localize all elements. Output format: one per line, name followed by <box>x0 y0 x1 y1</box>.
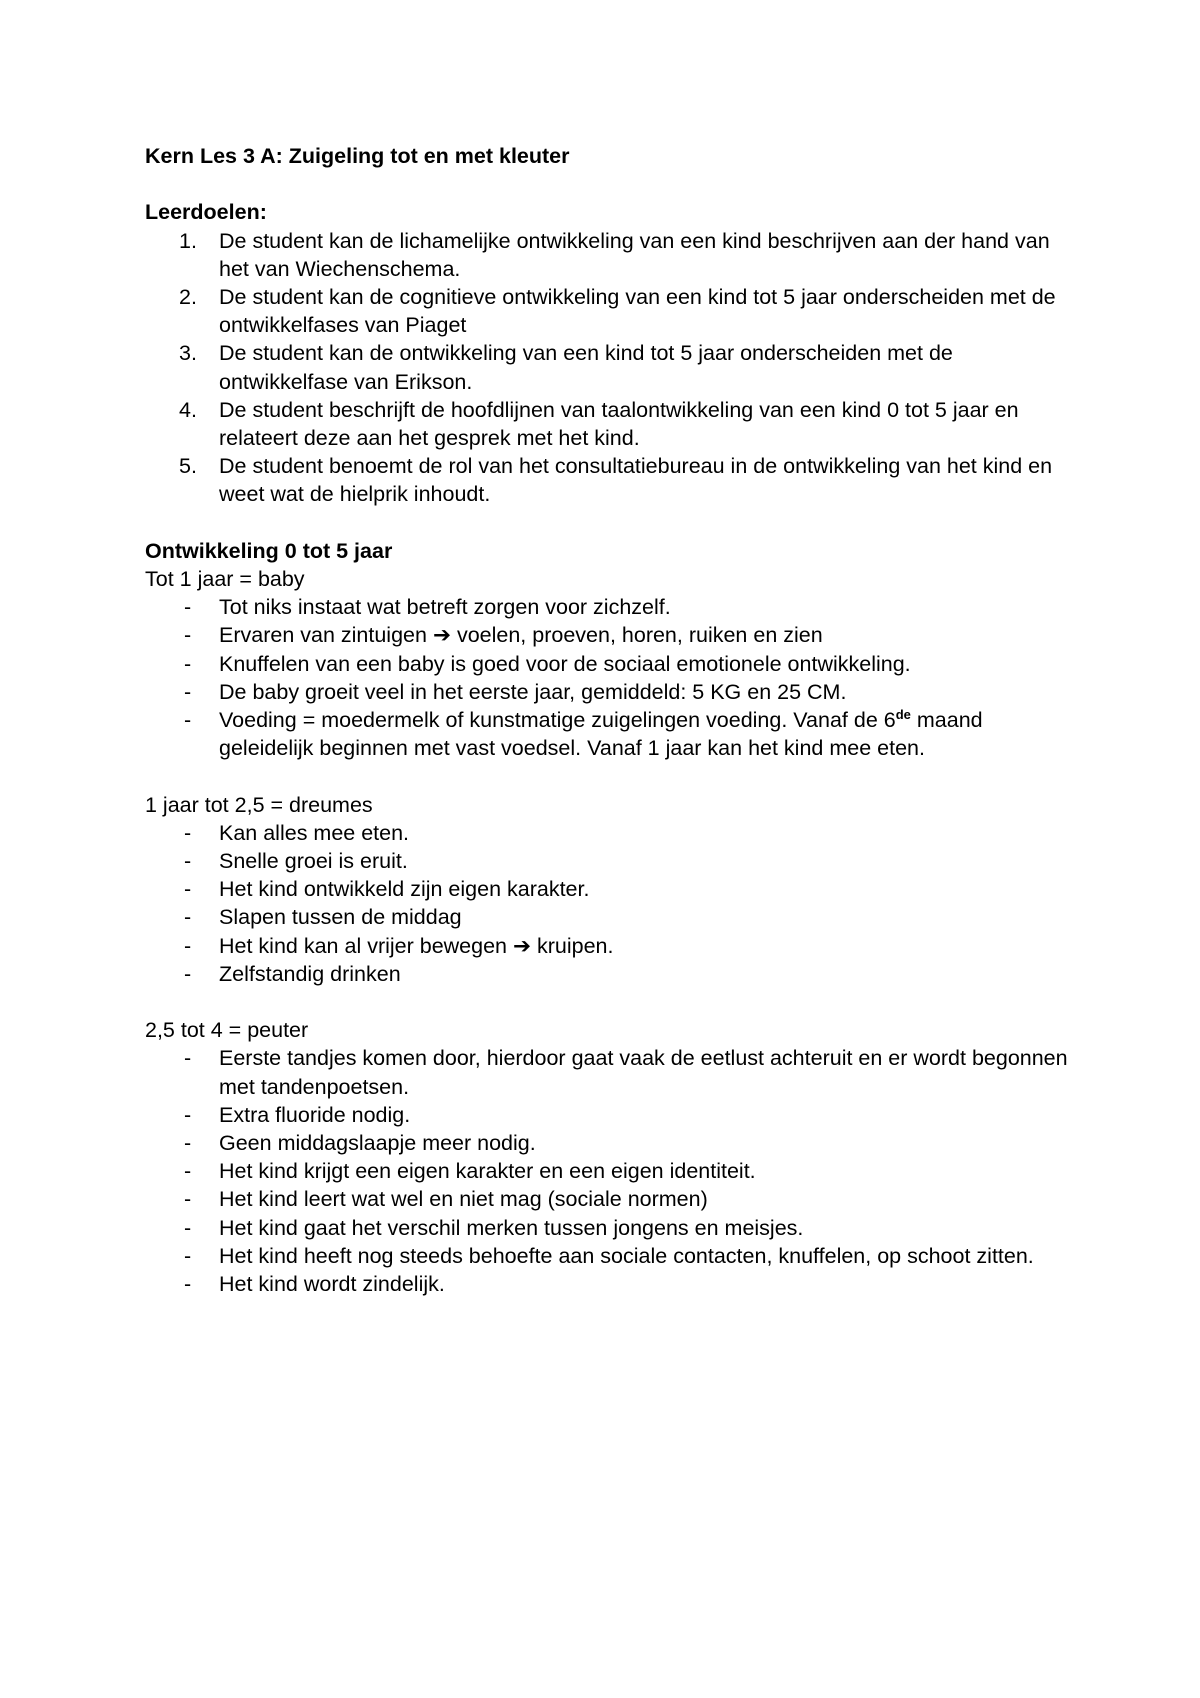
dash-bullet: - <box>184 1243 192 1268</box>
leerdoel-item <box>145 396 1075 452</box>
list-item <box>145 1242 1075 1270</box>
dash-bullet: - <box>184 1187 192 1212</box>
list-item-text: Het kind gaat het verschil merken tussen jongens en meisjes. <box>219 1215 804 1240</box>
list-item-text: Snelle groei is eruit. <box>219 849 408 874</box>
list-item <box>145 1214 1075 1242</box>
list-item-text: De baby groeit veel in het eerste jaar, gemiddeld: 5 KG en 25 CM. <box>219 679 847 704</box>
list-item <box>145 1044 1075 1100</box>
list-item-text: Het kind ontwikkeld zijn eigen karakter. <box>219 877 590 902</box>
list-item <box>145 932 1075 960</box>
list-item-text: Het kind heeft nog steeds behoefte aan sociale contacten, knuffelen, op schoot zitten. <box>219 1243 1034 1268</box>
list-item-text: Extra fluoride nodig. <box>219 1102 411 1127</box>
dash-bullet: - <box>184 1272 192 1297</box>
list-item-text: kruipen. <box>537 933 614 958</box>
leerdoel-text: De student beschrijft de hoofdlijnen van taalontwikkeling van een kind 0 tot 5 jaar en relateert deze aan het gesprek met het kind. <box>219 397 1019 451</box>
leerdoel-item <box>145 283 1075 339</box>
dash-bullet: - <box>184 877 192 902</box>
leerdoel-text: De student benoemt de rol van het consultatiebureau in de ontwikkeling van het kind en weet wat de hielprik inhoudt. <box>219 454 1053 507</box>
list-item <box>145 621 1075 649</box>
list-item-text: Ervaren van zintuigen <box>219 623 427 648</box>
list-item <box>145 819 1075 847</box>
list-item <box>145 875 1075 903</box>
list-item <box>145 1101 1075 1129</box>
spacer <box>145 170 1075 198</box>
list-item <box>145 1129 1075 1157</box>
list-item <box>145 678 1075 706</box>
ordinal-suffix: de <box>895 707 911 723</box>
dash-bullet: - <box>184 1215 192 1240</box>
list-item-text: Knuffelen van een baby is goed voor de sociaal emotionele ontwikkeling. <box>219 651 911 676</box>
leerdoel-text: De student kan de ontwikkeling van een kind tot 5 jaar onderscheiden met de ontwikkelfase van Erikson. <box>219 341 953 394</box>
leerdoelen-heading: Leerdoelen: <box>145 200 267 225</box>
list-item-text: Slapen tussen de middag <box>219 905 462 930</box>
leerdoel-item <box>145 227 1075 283</box>
dash-bullet: - <box>184 1046 192 1071</box>
dash-bullet: - <box>184 1159 192 1184</box>
dash-bullet: - <box>184 905 192 930</box>
list-item <box>145 960 1075 988</box>
document-page <box>145 142 1075 1298</box>
list-item-text: voelen, proeven, horen, ruiken en zien <box>456 623 823 648</box>
list-item-text: Geen middagslaapje meer nodig. <box>219 1131 536 1156</box>
baby-list <box>145 593 1075 762</box>
baby-label: Tot 1 jaar = baby <box>145 567 305 592</box>
list-item-text: Tot niks instaat wat betreft zorgen voor zichzelf. <box>219 595 671 620</box>
peuter-list <box>145 1044 1075 1298</box>
ontwikkeling-heading: Ontwikkeling 0 tot 5 jaar <box>145 538 393 563</box>
leerdoel-number: 1. <box>179 228 197 253</box>
dash-bullet: - <box>184 623 192 648</box>
list-item <box>145 847 1075 875</box>
list-item-text: Het kind wordt zindelijk. <box>219 1272 445 1297</box>
dreumes-label: 1 jaar tot 2,5 = dreumes <box>145 792 373 817</box>
leerdoel-number: 5. <box>179 454 197 479</box>
leerdoel-item <box>145 339 1075 395</box>
dash-bullet: - <box>184 1131 192 1156</box>
spacer <box>145 762 1075 790</box>
leerdoelen-list <box>145 227 1075 509</box>
list-item-text: Eerste tandjes komen door, hierdoor gaat vaak de eetlust achteruit en er wordt begonnen met tandenpoetsen. <box>219 1046 1068 1099</box>
list-item <box>145 1157 1075 1185</box>
list-item-text: Het kind kan al vrijer bewegen <box>219 933 508 958</box>
leerdoel-text: De student kan de lichamelijke ontwikkeling van een kind beschrijven aan der hand van het van Wiechenschema. <box>219 228 1050 281</box>
dash-bullet: - <box>184 933 192 958</box>
document-title: Kern Les 3 A: Zuigeling tot en met kleuter <box>145 144 570 168</box>
dash-bullet: - <box>184 595 192 620</box>
arrow-right-icon: ➔ <box>432 623 451 648</box>
spacer <box>145 988 1075 1016</box>
list-item <box>145 1270 1075 1298</box>
dash-bullet: - <box>184 679 192 704</box>
list-item-text: Zelfstandig drinken <box>219 961 401 986</box>
list-item-text: Het kind krijgt een eigen karakter en een eigen identiteit. <box>219 1159 756 1184</box>
list-item-text: Voeding = moedermelk of kunstmatige zuigelingen voeding. Vanaf de 6 <box>219 708 896 733</box>
leerdoel-number: 3. <box>179 341 197 366</box>
list-item-text: maand geleidelijk beginnen met vast voedsel. Vanaf 1 jaar kan het kind mee eten. <box>219 708 983 761</box>
dash-bullet: - <box>184 1102 192 1127</box>
list-item <box>145 650 1075 678</box>
list-item <box>145 1185 1075 1213</box>
list-item <box>145 593 1075 621</box>
spacer <box>145 509 1075 537</box>
leerdoel-text: De student kan de cognitieve ontwikkeling van een kind tot 5 jaar onderscheiden met de ontwikkelfases van Piaget <box>219 285 1056 338</box>
dreumes-list <box>145 819 1075 988</box>
leerdoel-number: 2. <box>179 285 197 309</box>
dash-bullet: - <box>184 849 192 874</box>
leerdoel-item <box>145 452 1075 508</box>
list-item <box>145 903 1075 931</box>
dash-bullet: - <box>184 961 192 986</box>
dash-bullet: - <box>184 651 192 676</box>
dash-bullet: - <box>184 708 192 733</box>
leerdoel-number: 4. <box>179 397 197 422</box>
list-item-text: Het kind leert wat wel en niet mag (sociale normen) <box>219 1187 708 1212</box>
arrow-right-icon: ➔ <box>513 933 532 958</box>
list-item <box>145 706 1075 762</box>
list-item-text: Kan alles mee eten. <box>219 820 410 845</box>
peuter-label: 2,5 tot 4 = peuter <box>145 1018 309 1043</box>
dash-bullet: - <box>184 820 192 845</box>
